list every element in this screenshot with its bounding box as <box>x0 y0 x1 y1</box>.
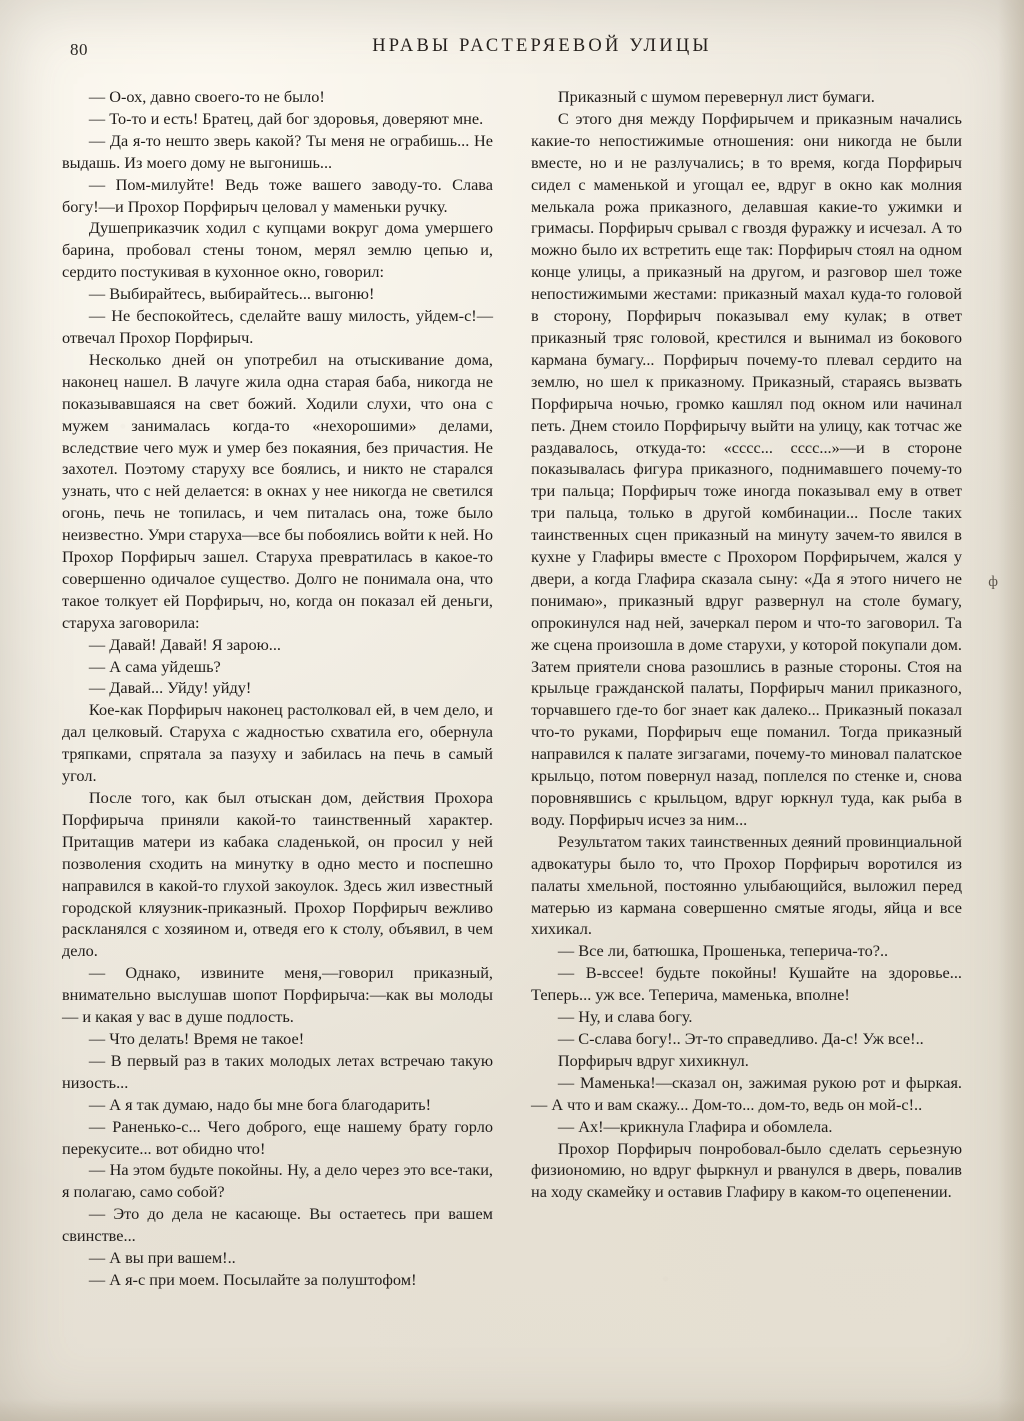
column-right <box>531 86 962 1291</box>
paragraph: Результатом таких таинственных деяний провинциальной адвокатуры было то, что Прохор Порфирыч воротился из палаты хмельной, постоянно улыбающийся, выложил перед матерью из кармана совершенно смятые ягоды, яйца и все хихикал. <box>531 831 962 939</box>
paragraph: — На этом будьте покойны. Ну, а дело через это все-таки, я полагаю, само собой? <box>62 1160 493 1202</box>
margin-mark: ф <box>988 574 998 590</box>
paragraph: Кое-как Порфирыч наконец растолковал ей, в чем дело, и дал целковый. Старуха с жадностью схватила его, обернула тряпками, спрятала за пазуху и забилась на печь в самый угол. <box>62 700 493 786</box>
paragraph: После того, как был отыскан дом, действия Прохора Порфирыча приняли какой-то таинственный характер. Притащив матери из кабака сладенькой, он просил у ней позволения сходить на минутку в одно место и поспешно направился в какой-то глухой закоулок. Здесь жил известный городской кляузник-приказный. Прохор Порфирыч вежливо раскланялся с хозяином и, отведя его к столу, объявил, в чем дело. <box>62 788 493 961</box>
paragraph: — О-ох, давно своего-то не было! <box>88 87 325 106</box>
folio-number: 80 <box>70 40 88 59</box>
right-edge-shadow <box>998 0 1024 1421</box>
paragraph: — А сама уйдешь? <box>88 656 221 676</box>
paragraph: Порфирыч вдруг хихикнул. <box>557 1050 749 1070</box>
paragraph: Душеприказчик ходил с купцами вокруг дома умершего барина, пробовал стены тоном, мерял землю цепью и, сердито постукивая в кухонное окно, говорил: <box>62 218 493 282</box>
paragraph: — Маменька!—сказал он, зажимая рукою рот и фыркая.— А что и вам скажу... Дом-то... дом-то, ведь он мой-с!.. <box>531 1072 962 1114</box>
paragraph: — Давай! Давай! Я зарою... <box>88 634 281 654</box>
paragraph: — В первый раз в таких молодых летах встречаю такую низость... <box>62 1050 493 1092</box>
paragraph: — Да я-то нешто зверь какой? Ты меня не ограбишь... Не выдашь. Из моего дому не выгонишь... <box>62 130 493 172</box>
paragraph: — Пом-милуйте! Ведь тоже вашего заводу-то. Слава богу!—и Прохор Порфирыч целовал у маменьки ручку. <box>62 174 493 216</box>
paragraph: — Давай... Уйду! уйду! <box>88 678 252 698</box>
paragraph: Приказный с шумом перевернул лист бумаги. <box>557 87 875 106</box>
paragraph: Несколько дней он употребил на отыскивание дома, наконец нашел. В лачуге жила одна старая баба, никогда не показывавшаяся на свет божий. Ходили слухи, что она с мужем занималась когда-то «нехорошими» делами, вследствие чего муж и умер без покаяния, без причастия. Не захотел. Поэтому старуху все боялись, и никто не старался узнать, что с ней делается: в окнах у нее никогда не светился огонь, печь не топилась, и чем питалась она, тоже было неизвестно. Умри старуха—все бы побоялись войти к ней. Но Прохор Порфирыч зашел. Старуха превратилась в какое-то совершенно одичалое существо. Долго не понимала она, что такое толкует ей Порфирыч, но, когда он показал ей деньги, старуха заговорила: <box>62 349 493 632</box>
paragraph: — В-вссее! будьте покойны! Кушайте на здоровье... Теперь... уж все. Теперича, маменька, вполне! <box>531 963 962 1005</box>
paragraph: — А вы при вашем!.. <box>88 1248 236 1268</box>
paragraph: — Ах!—крикнула Глафира и обомлела. <box>557 1116 833 1136</box>
paragraph: — Что делать! Время не такое! <box>88 1028 305 1048</box>
paragraph: — Однако, извините меня,—говорил приказный, внимательно выслушав шопот Порфирыча:—как вы молоды — и какая у вас в душе подлость. <box>62 963 493 1027</box>
paragraph: — Ну, и слава богу. <box>557 1007 693 1027</box>
paragraph: — С-слава богу!.. Эт-то справедливо. Да-с! Уж все!.. <box>557 1028 924 1048</box>
paragraph: — Не беспокойтесь, сделайте вашу милость, уйдем-с!—отвечал Прохор Порфирыч. <box>62 306 493 347</box>
paragraph: — А я-с при моем. Посылайте за полуштофом! <box>88 1269 417 1289</box>
page-header <box>62 34 962 68</box>
paragraph: — Раненько-с... Чего доброго, еще нашему брату горло перекусите... вот обидно что! <box>62 1116 493 1158</box>
paragraph: — Выбирайтесь, выбирайтесь... выгоню! <box>88 284 375 304</box>
paragraph: Прохор Порфирыч понробовал-было сделать серьезную физиономию, но вдруг фыркнул и рванулся в дверь, повалив на ходу скамейку и оставив Глафиру в каком-то оцепенении. <box>531 1138 962 1202</box>
bottom-edge-shadow <box>0 1399 1024 1421</box>
column-left <box>62 86 493 1291</box>
paragraph: — А я так думаю, надо бы мне бога благодарить! <box>88 1094 432 1114</box>
paragraph: С этого дня между Порфирычем и приказным начались какие-то непостижимые отношения: они никогда не были вместе, но и не разлучались; в то время, когда Порфирыч сидел с маменькой и угощал ее, вдруг в окно как молния мелькала рожа приказного, делавшая какие-то ужимки и гримасы. Порфирыч срывал с гвоздя фуражку и исчезал. А то можно было их встретить еще так: Порфирыч стоял на одном конце улицы, а приказный на другом, и разговор шел тоже непостижимыми жестами: приказный махал куда-то головой в сторону, Порфирыч показывал ему кулак; в ответ приказный тряс головой, крестился и вынимал из бокового кармана бумагу... Порфирыч почему-то плевал сердито на землю, но шел к приказному. Приказный, стараясь вызвать Порфирыча ночью, громко кашлял под окном или начинал петь. Днем стоило Порфирычу выйти на улицу, как тотчас же раздавалось, откуда-то: «сссс... сссс...»—и в стороне показывалась фигура приказного, поднимавшего почему-то три пальца; Порфирыч тоже иногда показывал ему в ответ три пальца, только в другой комбинации... После таких таинственных сцен приказный на минуту зачем-то явился в кухне у Глафиры вместе с Прохором Порфирычем, жался у двери, а когда Глафира сказала сыну: «Да я этого ничего не понимаю», приказный вдруг развернул на столе бумагу, опрокинулся над ней, зачеркал пером и что-то заговорил. Та же сцена произошла в доме старухи, у которой покупали дом. Затем приятели снова разошлись в разные стороны. Стоя на крыльце гражданской палаты, Порфирыч манил приказного, торчавшего где-то бог знает как далеко... Приказный показал что-то руками, Порфирыч еще поманил. Тогда приказный направился к палате зигзагами, почему-то миновал палатское крыльцо, потом повернул назад, поплелся по стенке и, снова поровнявшись с крыльцом, вдруг юркнул туда, как рыба в воду. Порфирыч исчез за ним... <box>531 108 962 829</box>
paragraph: — Это до дела не касающе. Вы остаетесь при вашем свинстве... <box>62 1204 493 1246</box>
text-columns <box>62 86 962 1291</box>
paragraph: — Все ли, батюшка, Прошенька, теперича-то?.. <box>557 941 889 961</box>
running-title: НРАВЫ РАСТЕРЯЕВОЙ УЛИЦЫ <box>372 36 712 56</box>
paragraph: — То-то и есть! Братец, дай бог здоровья, доверяют мне. <box>88 108 484 128</box>
page-content <box>62 34 998 1384</box>
